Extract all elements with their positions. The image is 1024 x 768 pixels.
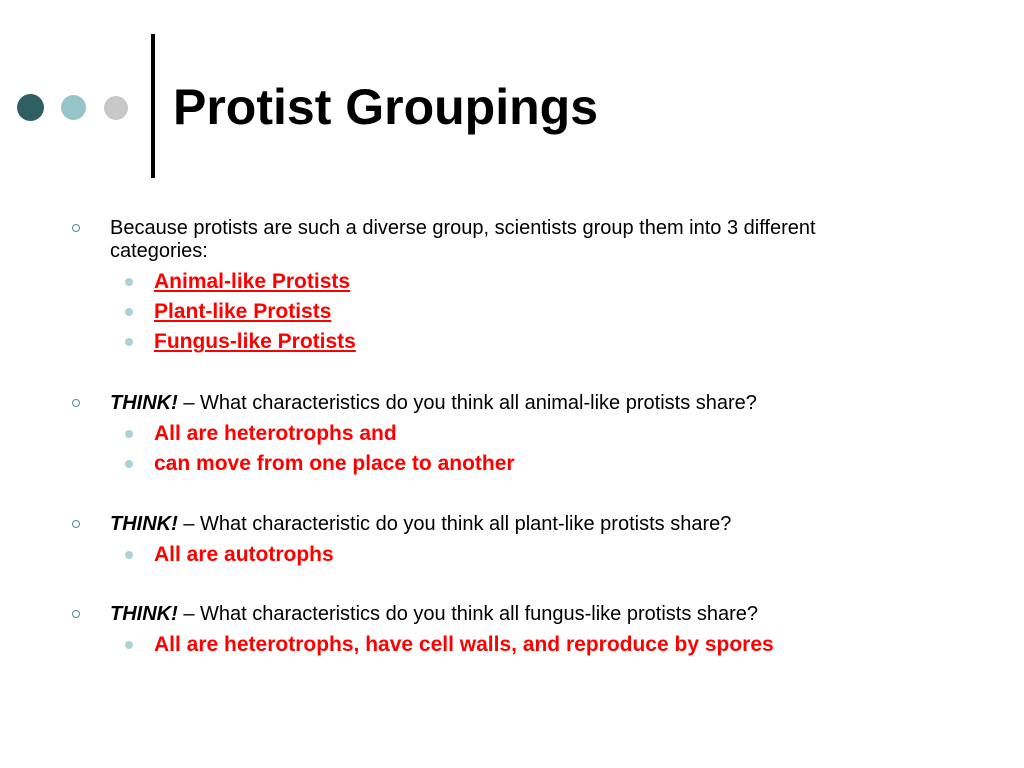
answer-item [0,419,1024,449]
dot-bullet-icon [125,338,133,346]
bullet-categories [0,217,890,263]
dot-bullet-icon [125,308,133,316]
ring-bullet-icon [72,520,80,528]
section-plant-question [0,513,1024,570]
fungus-question-text: – What characteristics do you think all fungus-like protists share? [177,603,759,625]
ring-bullet-icon [72,399,80,407]
fungus-like-link[interactable]: Fungus-like Protists [154,330,356,353]
bullet-fungus-question [0,603,890,626]
answer-item [0,630,1024,660]
animal-question-text: – What characteristics do you think all animal-like protists share? [177,392,757,414]
categories-text: Because protists are such a diverse group, scientists group them into 3 different categories: [110,217,816,262]
answer-text: All are heterotrophs and [154,422,397,445]
section-animal-question [0,392,1024,479]
dot-bullet-icon [125,278,133,286]
plant-question-text: – What characteristic do you think all plant-like protists share? [177,513,732,535]
answer-text: All are heterotrophs, have cell walls, and reproduce by spores [154,633,774,656]
slide-title: Protist Groupings [173,79,598,135]
section-categories [0,217,1024,357]
think-label: THINK! [110,392,178,414]
dot-bullet-icon [125,551,133,559]
bullet-plant-question [0,513,890,536]
dot-bullet-icon [125,641,133,649]
list-item-fungus-like[interactable] [0,327,1024,357]
answer-item [0,449,1024,479]
ring-bullet-icon [72,610,80,618]
bullet-animal-question [0,392,890,415]
think-label: THINK! [110,603,178,625]
list-item-animal-like[interactable] [0,267,1024,297]
ring-bullet-icon [72,224,80,232]
dot-bullet-icon [125,430,133,438]
plant-like-link[interactable]: Plant-like Protists [154,300,332,323]
dot-bullet-icon [125,460,133,468]
think-label: THINK! [110,513,178,535]
animal-like-link[interactable]: Animal-like Protists [154,270,351,293]
answer-text: can move from one place to another [154,452,515,475]
section-fungus-question [0,603,1024,660]
list-item-plant-like[interactable] [0,297,1024,327]
answer-text: All are autotrophs [154,543,334,566]
answer-item [0,540,1024,570]
